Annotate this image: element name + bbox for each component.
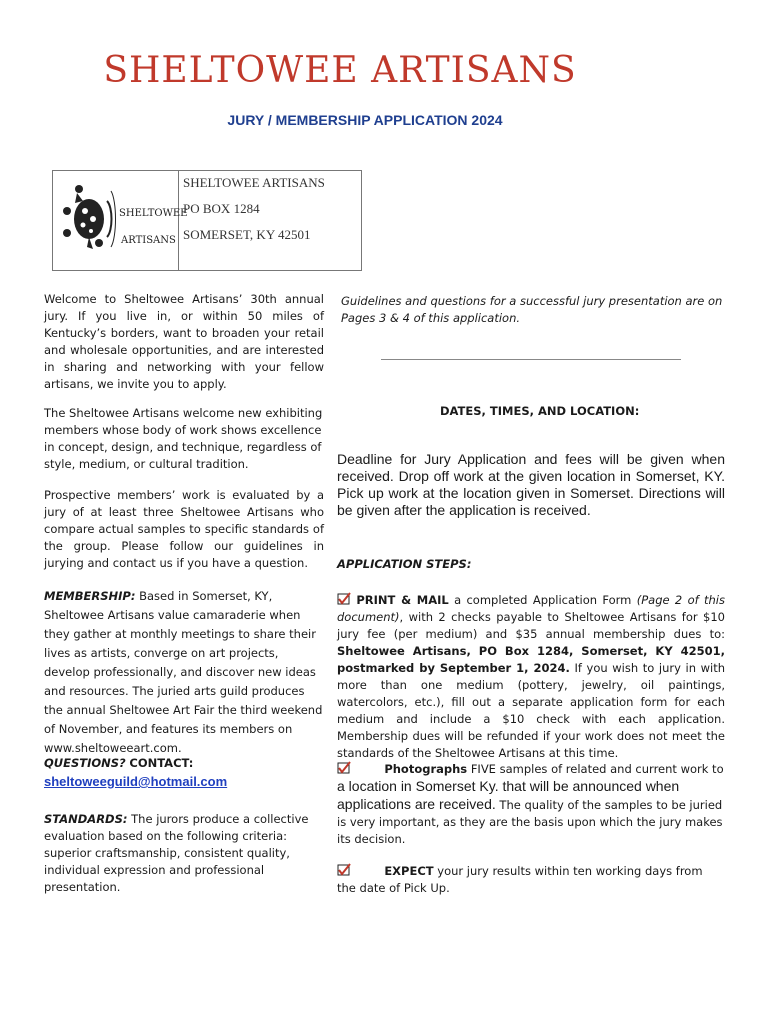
checkbox-checked-icon	[337, 762, 351, 774]
deadline-paragraph: Deadline for Jury Application and fees will be given when received. Drop off work at the given location in Somerset, KY. Pick up work at the location given in Somerset. Directions will be given after the application is received.	[337, 451, 725, 518]
address-line: SHELTOWEE ARTISANS	[183, 175, 325, 190]
step1-text-a: a completed Application Form	[454, 593, 632, 607]
membership-paragraph	[44, 587, 324, 758]
contact-label: CONTACT:	[129, 756, 194, 770]
step3-label: EXPECT	[384, 864, 434, 878]
welcome-paragraph: Welcome to Sheltowee Artisans’ 30th annual jury. If you live in, or within 50 miles of Kentucky’s borders, want to broaden your retail and wholesale opportunities, and are interested in sharing and networking with your fellow artisans, we invite you to apply.	[44, 292, 324, 391]
contact-email-link[interactable]: sheltoweeguild@hotmail.com	[44, 774, 228, 789]
membership-label: MEMBERSHIP:	[44, 589, 136, 603]
dates-heading: DATES, TIMES, AND LOCATION:	[440, 404, 640, 418]
step1-label: PRINT & MAIL	[356, 593, 449, 607]
step2-text-b: The quality of the samples to be juried is very important, as they are the basis upon which the jury makes its decision.	[337, 798, 723, 846]
step2-text-a: FIVE samples of related and current work to	[470, 762, 724, 776]
step-print-mail	[337, 592, 725, 762]
divider	[381, 359, 681, 360]
standards-text: The jurors produce a collective evaluation based on the following criteria: superior craftsmanship, consistent quality, individual expression and professional presentation.	[44, 812, 309, 894]
checkbox-checked-icon	[337, 593, 351, 605]
logo-text-line-2: ARTISANS	[121, 235, 176, 246]
questions-label: QUESTIONS?	[44, 756, 126, 770]
step1-address: Sheltowee Artisans, PO Box 1284, Somerset, KY 42501, postmarked by September 1, 2024.	[337, 644, 725, 675]
step3-text: your jury results within ten working days from the date of Pick Up.	[337, 864, 703, 895]
guidelines-note: Guidelines and questions for a successful jury presentation are on Pages 3 & 4 of this application.	[341, 294, 723, 325]
checkbox-checked-icon	[337, 864, 351, 876]
step1-text-c: If you wish to jury in with more than one medium (pottery, jewelry, oil paintings, watercolors, etc.), fill out a separate application form for each medium and include a $10 check with each application. Membership dues will be refunded if your work does not meet the standards of the Sheltowee Artisans at this time.	[337, 661, 726, 760]
logo-text-line-1: SHELTOWEE	[119, 208, 188, 219]
new-members-paragraph: The Sheltowee Artisans welcome new exhibiting members whose body of work shows excellence in concept, design, and technique, regardless of style, medium, or cultural tradition.	[44, 406, 323, 471]
step2-label: Photographs	[384, 762, 468, 776]
step1-italic: (Page 2 of this document)	[337, 593, 725, 624]
step-expect	[337, 863, 725, 897]
org-title: SHELTOWEE ARTISANS	[103, 50, 577, 91]
logo	[53, 171, 188, 270]
step-photographs	[337, 761, 725, 848]
address-line: PO BOX 1284	[183, 201, 260, 216]
membership-text: Based in Somerset, KY, Sheltowee Artisans value camaraderie when they gather at monthly meetings to share their lives as artists, converge on art projects, develop professionally, and discover new ideas and resources. The juried arts guild produces the annual Sheltowee Art Fair the third weekend of November, and features its members on www.sheltoweeart.com.	[44, 589, 323, 755]
application-steps-heading: APPLICATION STEPS:	[337, 557, 472, 571]
prospective-paragraph: Prospective members’ work is evaluated by a jury of at least three Sheltowee Artisans who compare actual samples to specific standards of the group. Please follow our guidelines in jurying and contact us if you have a question.	[44, 488, 324, 570]
application-title: JURY / MEMBERSHIP APPLICATION 2024	[227, 112, 503, 128]
standards-paragraph	[44, 811, 324, 896]
standards-label: STANDARDS:	[44, 812, 128, 826]
questions-line	[44, 755, 324, 772]
step2-location-text: a location in Somerset Ky. that will be announced when applications are received.	[337, 778, 680, 812]
mailing-address	[183, 175, 325, 253]
address-line: SOMERSET, KY 42501	[183, 227, 311, 242]
turtle-logo-icon	[53, 171, 188, 270]
step1-text-b: , with 2 checks payable to Sheltowee Artisans for $10 jury fee (per medium) and $35 annual membership dues to:	[337, 610, 725, 641]
address-box	[52, 170, 362, 271]
